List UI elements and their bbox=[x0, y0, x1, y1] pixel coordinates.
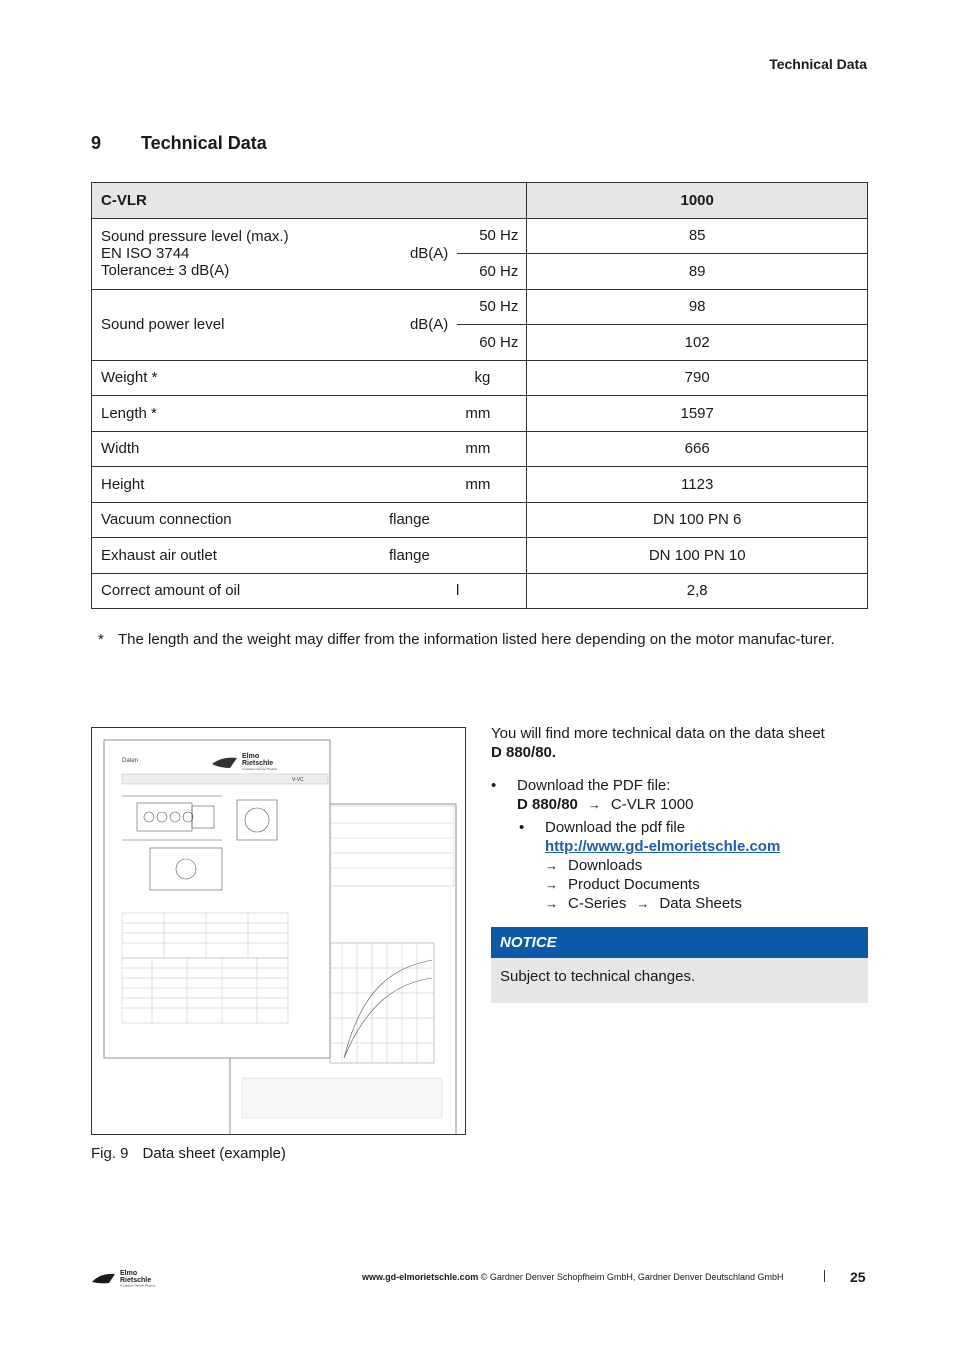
swl-value-50: 98 bbox=[527, 289, 868, 325]
row-value: 1597 bbox=[527, 396, 868, 432]
spl-value-50: 85 bbox=[527, 218, 868, 254]
row-unit: mm bbox=[401, 467, 527, 503]
sheet-brand1: Elmo bbox=[242, 753, 260, 760]
arrow-icon: → bbox=[587, 797, 601, 812]
figure-caption bbox=[91, 1145, 286, 1162]
notice-text: Subject to technical changes. bbox=[491, 958, 868, 1003]
swl-value-60: 102 bbox=[527, 325, 868, 361]
row-label: Exhaust air outlet bbox=[92, 538, 401, 574]
row-label: Width bbox=[92, 431, 401, 467]
footer-logo bbox=[91, 1267, 171, 1287]
spl-label-line3: Tolerance± 3 dB(A) bbox=[101, 262, 230, 279]
table-row bbox=[92, 467, 868, 503]
swl-freq-60: 60 Hz bbox=[457, 325, 527, 361]
footer-text bbox=[362, 1272, 783, 1282]
table-row bbox=[92, 360, 868, 396]
table-row bbox=[92, 538, 868, 574]
path-downloads: Downloads bbox=[568, 857, 643, 874]
row-label: Vacuum connection bbox=[92, 502, 401, 538]
list-item bbox=[491, 818, 868, 913]
row-value: 790 bbox=[527, 360, 868, 396]
footer-website: www.gd-elmorietschle.com bbox=[362, 1272, 479, 1282]
path-product-documents: Product Documents bbox=[568, 876, 700, 893]
row-unit: mm bbox=[401, 431, 527, 467]
bullet: • bbox=[519, 819, 525, 836]
spl-label bbox=[92, 218, 401, 289]
spl-freq-50: 50 Hz bbox=[457, 218, 527, 254]
row-value: 1123 bbox=[527, 467, 868, 503]
logo-text-2: Rietschle bbox=[120, 1277, 152, 1284]
download-info bbox=[491, 724, 868, 913]
row-unit: kg bbox=[401, 360, 527, 396]
download-site-label: Download the pdf file bbox=[545, 819, 686, 836]
row-unit bbox=[388, 502, 527, 538]
document-target: C-VLR 1000 bbox=[610, 796, 694, 813]
table-row bbox=[92, 396, 868, 432]
sheet-brand-sub: A Gardner Denver Product bbox=[242, 767, 278, 771]
spl-value-60: 89 bbox=[527, 254, 868, 290]
header-model-value: 1000 bbox=[527, 183, 868, 219]
logo-sub: A Gardner Denver Product bbox=[120, 1283, 156, 1287]
running-header: Technical Data bbox=[769, 56, 867, 72]
sheet-model: V-VC bbox=[292, 777, 304, 783]
section-title: Technical Data bbox=[141, 133, 267, 153]
path-c-series: C-Series bbox=[568, 895, 627, 912]
footnote bbox=[98, 630, 868, 649]
section-number: 9 bbox=[91, 133, 102, 153]
arrow-icon: → bbox=[636, 896, 650, 911]
footer-divider bbox=[824, 1270, 825, 1282]
spl-label-line1: Sound pressure level (max.) bbox=[101, 228, 289, 245]
arrow-icon: → bbox=[545, 858, 558, 873]
path-data-sheets: Data Sheets bbox=[659, 895, 742, 912]
row-value: 666 bbox=[527, 431, 868, 467]
table-header-row bbox=[92, 183, 868, 219]
row-unit-text: flange bbox=[388, 511, 430, 529]
row-value: 2,8 bbox=[527, 573, 868, 609]
sheet-brand2: Rietschle bbox=[242, 760, 274, 767]
list-item bbox=[491, 776, 868, 814]
table-row bbox=[92, 289, 868, 325]
info-intro-text: You will find more technical data on the data sheet bbox=[491, 725, 825, 742]
logo-text-1: Elmo bbox=[120, 1270, 138, 1277]
arrow-icon: → bbox=[545, 896, 558, 911]
row-label: Correct amount of oil bbox=[92, 573, 401, 609]
header-model-label: C-VLR bbox=[92, 183, 527, 219]
footer-copyright: © Gardner Denver Schopfheim GmbH, Gardner Denver Deutschland GmbH bbox=[480, 1272, 784, 1282]
swl-freq-50: 50 Hz bbox=[457, 289, 527, 325]
sheet-title: Daten bbox=[122, 758, 139, 764]
spl-freq-60: 60 Hz bbox=[457, 254, 527, 290]
figure-caption-text: Data sheet (example) bbox=[142, 1145, 286, 1162]
data-sheet-illustration bbox=[92, 728, 465, 1134]
notice-title: NOTICE bbox=[491, 927, 868, 958]
section-heading bbox=[91, 133, 267, 154]
row-unit: l bbox=[401, 573, 527, 609]
table-row bbox=[92, 573, 868, 609]
footnote-marker: * bbox=[98, 631, 104, 648]
spl-label-line2: EN ISO 3744 bbox=[101, 245, 190, 262]
row-label: Weight * bbox=[92, 360, 401, 396]
page-number: 25 bbox=[850, 1269, 866, 1285]
row-value: DN 100 PN 6 bbox=[527, 502, 868, 538]
row-unit-text: flange bbox=[388, 546, 430, 564]
logo-icon bbox=[91, 1267, 171, 1287]
bullet: • bbox=[491, 777, 497, 794]
row-label: Height bbox=[92, 467, 401, 503]
table-row bbox=[92, 431, 868, 467]
info-intro-ref: D 880/80. bbox=[491, 744, 557, 761]
figure-number: Fig. 9 bbox=[91, 1145, 129, 1162]
technical-data-table bbox=[91, 182, 868, 609]
arrow-icon: → bbox=[545, 877, 558, 892]
row-value: DN 100 PN 10 bbox=[527, 538, 868, 574]
row-unit: mm bbox=[401, 396, 527, 432]
row-unit bbox=[388, 538, 527, 574]
swl-label: Sound power level bbox=[92, 289, 401, 360]
document-code: D 880/80 bbox=[517, 796, 578, 813]
row-label: Length * bbox=[92, 396, 401, 432]
table-row bbox=[92, 218, 868, 254]
data-sheet-figure bbox=[91, 727, 466, 1135]
info-intro bbox=[491, 724, 868, 762]
spl-unit: dB(A) bbox=[401, 218, 457, 289]
footnote-text: The length and the weight may differ from the information listed here depending on the motor manufac-turer. bbox=[118, 631, 835, 648]
website-link[interactable]: http://www.gd-elmorietschle.com bbox=[545, 838, 781, 855]
table-row bbox=[92, 502, 868, 538]
download-pdf-label: Download the PDF file: bbox=[517, 777, 671, 794]
swl-unit: dB(A) bbox=[401, 289, 457, 360]
